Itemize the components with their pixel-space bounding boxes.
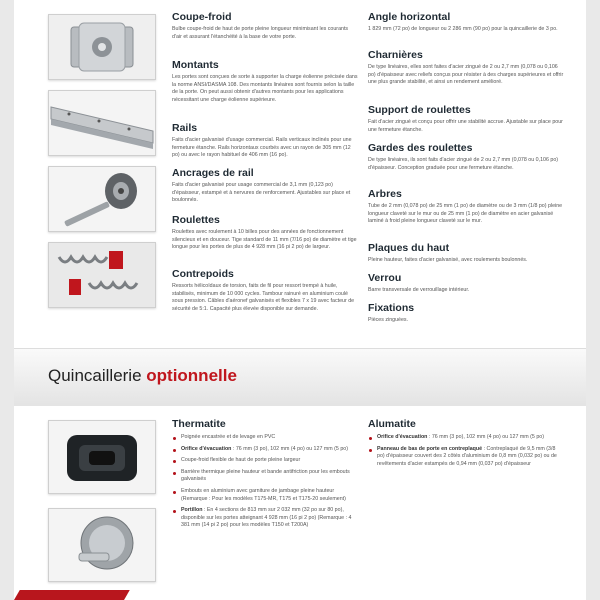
contrepoids-text: Ressorts hélicoïdaux de torsion, faits de fil pour ressort trempé à huile, stabilisés, minimum de 10 000 cycles. Tambour rainuré en aluminium coulé sous pression. Câbles d'aéronef galvanisés et flexibles 7 x 19 avec facteur de sécurité de 5:1. Capacité plus élevée disponible sur demande. xyxy=(172,283,355,312)
thermatite-item-label: Portillon xyxy=(181,507,203,514)
alumatite-item xyxy=(368,434,564,442)
arbres-text: Tube de 2 mm (0,078 po) de 25 mm (1 po) de diamètre ou de 3 mm (1/8 po) pleine longueur claveté sur le mur ou de 25 mm (1 po) de diamètre en acier galvanisé laminé à froid pleine longueur claveté sur le mur. xyxy=(368,203,563,225)
angle-horizontal-text: 1 829 mm (72 po) de longueur ou 2 286 mm (90 po) pour la quincaillerie de 3 po. xyxy=(368,26,558,32)
page xyxy=(14,0,586,600)
thermatite-item xyxy=(172,434,360,442)
rails-text: Faits d'acier galvanisé d'usage commercial. Rails verticaux inclinés pour une fermeture étanche. Rails horizontaux courbés avec un rayon de 305 mm (12 po) ou avec le rayon habituel de 406 mm (16 po). xyxy=(172,137,352,159)
support-roulettes-title: Support de roulettes xyxy=(368,104,471,116)
thermatite-list xyxy=(172,434,360,534)
plaques-title: Plaques du haut xyxy=(368,242,450,254)
alumatite-title: Alumatite xyxy=(368,418,416,430)
charnieres-text: De type linéaires, elles sont faites d'acier zingué de 2 ou 2,7 mm (0,078 ou 0,106 po) d'épaisseur avec reliefs conçus pour résister à des charges supérieures et offrir une plus grande stabilité, et ainsi un rendement amélioré. xyxy=(368,64,564,86)
section-title-accent: optionnelle xyxy=(146,366,237,385)
roller-image xyxy=(48,166,156,232)
track-image xyxy=(48,90,156,156)
thermatite-item xyxy=(172,488,360,503)
thermatite-item-text: Poignée encastrée et de levage en PVC xyxy=(181,434,276,440)
alumatite-item-text: : Contreplaqué de 9,5 mm (3/8 po) d'épaisseur couvert des 2 côtés d'aluminium de 0,8 mm (0,032 po) ou de revêtements d'acier estampés de 0,94 mm (0,037 po) d'épaisseur xyxy=(377,445,557,467)
roulettes-title: Roulettes xyxy=(172,214,220,226)
montants-text: Les portes sont conçues de sorte à supporter la charge éolienne précisée dans la norme ANSI/DASMA 108. Des montants linéaires sont fournis selon la taille de la porte. On peut aussi obtenir d'autres montants pour les applications nécessitant une charge éolienne supérieure. xyxy=(172,74,358,103)
thermatite-item-text: Embouts en aluminium avec garniture de jambage pleine hauteur (Remarque : Pour les modèles T175-MR, T175 et T175-20 seulement) xyxy=(181,487,346,502)
ancrages-text: Faits d'acier galvanisé pour usage commercial de 3,1 mm (0,123 po) d'épaisseur, estampé et à nervures de renforcement. Ajustables sur place et boulonnés. xyxy=(172,182,351,204)
verrou-title: Verrou xyxy=(368,272,402,284)
thermatite-item-text: Barrière thermique pleine hauteur et bande antifriction pour les embouts galvanisés xyxy=(181,468,350,483)
weatherstrip-image xyxy=(48,14,156,80)
thermatite-item xyxy=(172,457,360,465)
section-title xyxy=(48,366,237,386)
support-roulettes-text: Fait d'acier zingué et conçu pour offrir une stabilité accrue. Ajustable sur place pour une fermeture étanche. xyxy=(368,119,563,133)
thermatite-item-text: : En 4 sections de 813 mm sur 2 032 mm (32 po sur 80 po), disponible sur les portes atteignant 4 928 mm (16 pi 2 po) (Remarque : 4 381 mm (14 pi 2 po) pour les modèles T150 et T200A) xyxy=(181,507,352,529)
spring-image xyxy=(48,242,156,308)
charnieres-title: Charnières xyxy=(368,49,423,61)
vent-image xyxy=(48,508,156,582)
rails-title: Rails xyxy=(172,122,198,134)
arbres-title: Arbres xyxy=(368,188,402,200)
contrepoids-title: Contrepoids xyxy=(172,268,234,280)
section-title-plain: Quincaillerie xyxy=(48,366,147,385)
fixations-text: Pièces zinguées. xyxy=(368,317,409,323)
alumatite-list xyxy=(368,434,564,472)
coupe-froid-title: Coupe-froid xyxy=(172,11,232,23)
verrou-text: Barre transversale de verrouillage intérieur. xyxy=(368,287,470,293)
handle-image xyxy=(48,420,156,494)
gardes-roulettes-title: Gardes des roulettes xyxy=(368,142,473,154)
plaques-text: Pleine hauteur, faites d'acier galvanisé, avec roulements boulonnés. xyxy=(368,257,528,263)
coupe-froid-text: Bulbe coupe-froid de haut de porte pleine longueur minimisant les courants d'air et assurant l'étanchéité à la base de votre porte. xyxy=(172,26,349,40)
roulettes-text: Roulettes avec roulement à 10 billes pour des années de fonctionnement silencieux et en douceur. Tige standard de 11 mm (7/16 po) de diamètre et tige longue pour les portes de plus de 4 928 mm (16 pi 2 po) de largeur. xyxy=(172,229,357,251)
alumatite-item-label: Orifice d'évacuation xyxy=(377,434,428,440)
fixations-title: Fixations xyxy=(368,302,415,314)
thermatite-item-text: Coupe-froid flexible de haut de porte pleine largeur xyxy=(181,457,301,464)
red-accent-bar xyxy=(14,590,130,600)
thermatite-item-label: Orifice d'évacuation xyxy=(181,445,232,452)
thermatite-item xyxy=(172,507,360,530)
thermatite-item xyxy=(172,469,360,484)
standard-hardware-section xyxy=(14,0,586,348)
optional-hardware-section xyxy=(14,406,586,600)
thermatite-item-text: : 76 mm (3 po), 102 mm (4 po) ou 127 mm (5 po) xyxy=(231,445,348,452)
alumatite-item xyxy=(368,446,564,469)
montants-title: Montants xyxy=(172,59,219,71)
alumatite-item-label: Panneau de bas de porte en contreplaqué xyxy=(377,445,483,452)
thermatite-item xyxy=(172,446,360,454)
thermatite-title: Thermatite xyxy=(172,418,226,430)
alumatite-item-text: : 76 mm (3 po), 102 mm (4 po) ou 127 mm (5 po) xyxy=(427,434,544,440)
angle-horizontal-title: Angle horizontal xyxy=(368,11,451,23)
gardes-roulettes-text: De type linéaires, ils sont faits d'acier zingué de 2 ou 2,7 mm (0,078 ou 0,106 po) d'épaisseur. Conception graduée pour une fermeture étanche. xyxy=(368,157,559,171)
ancrages-title: Ancrages de rail xyxy=(172,167,254,179)
